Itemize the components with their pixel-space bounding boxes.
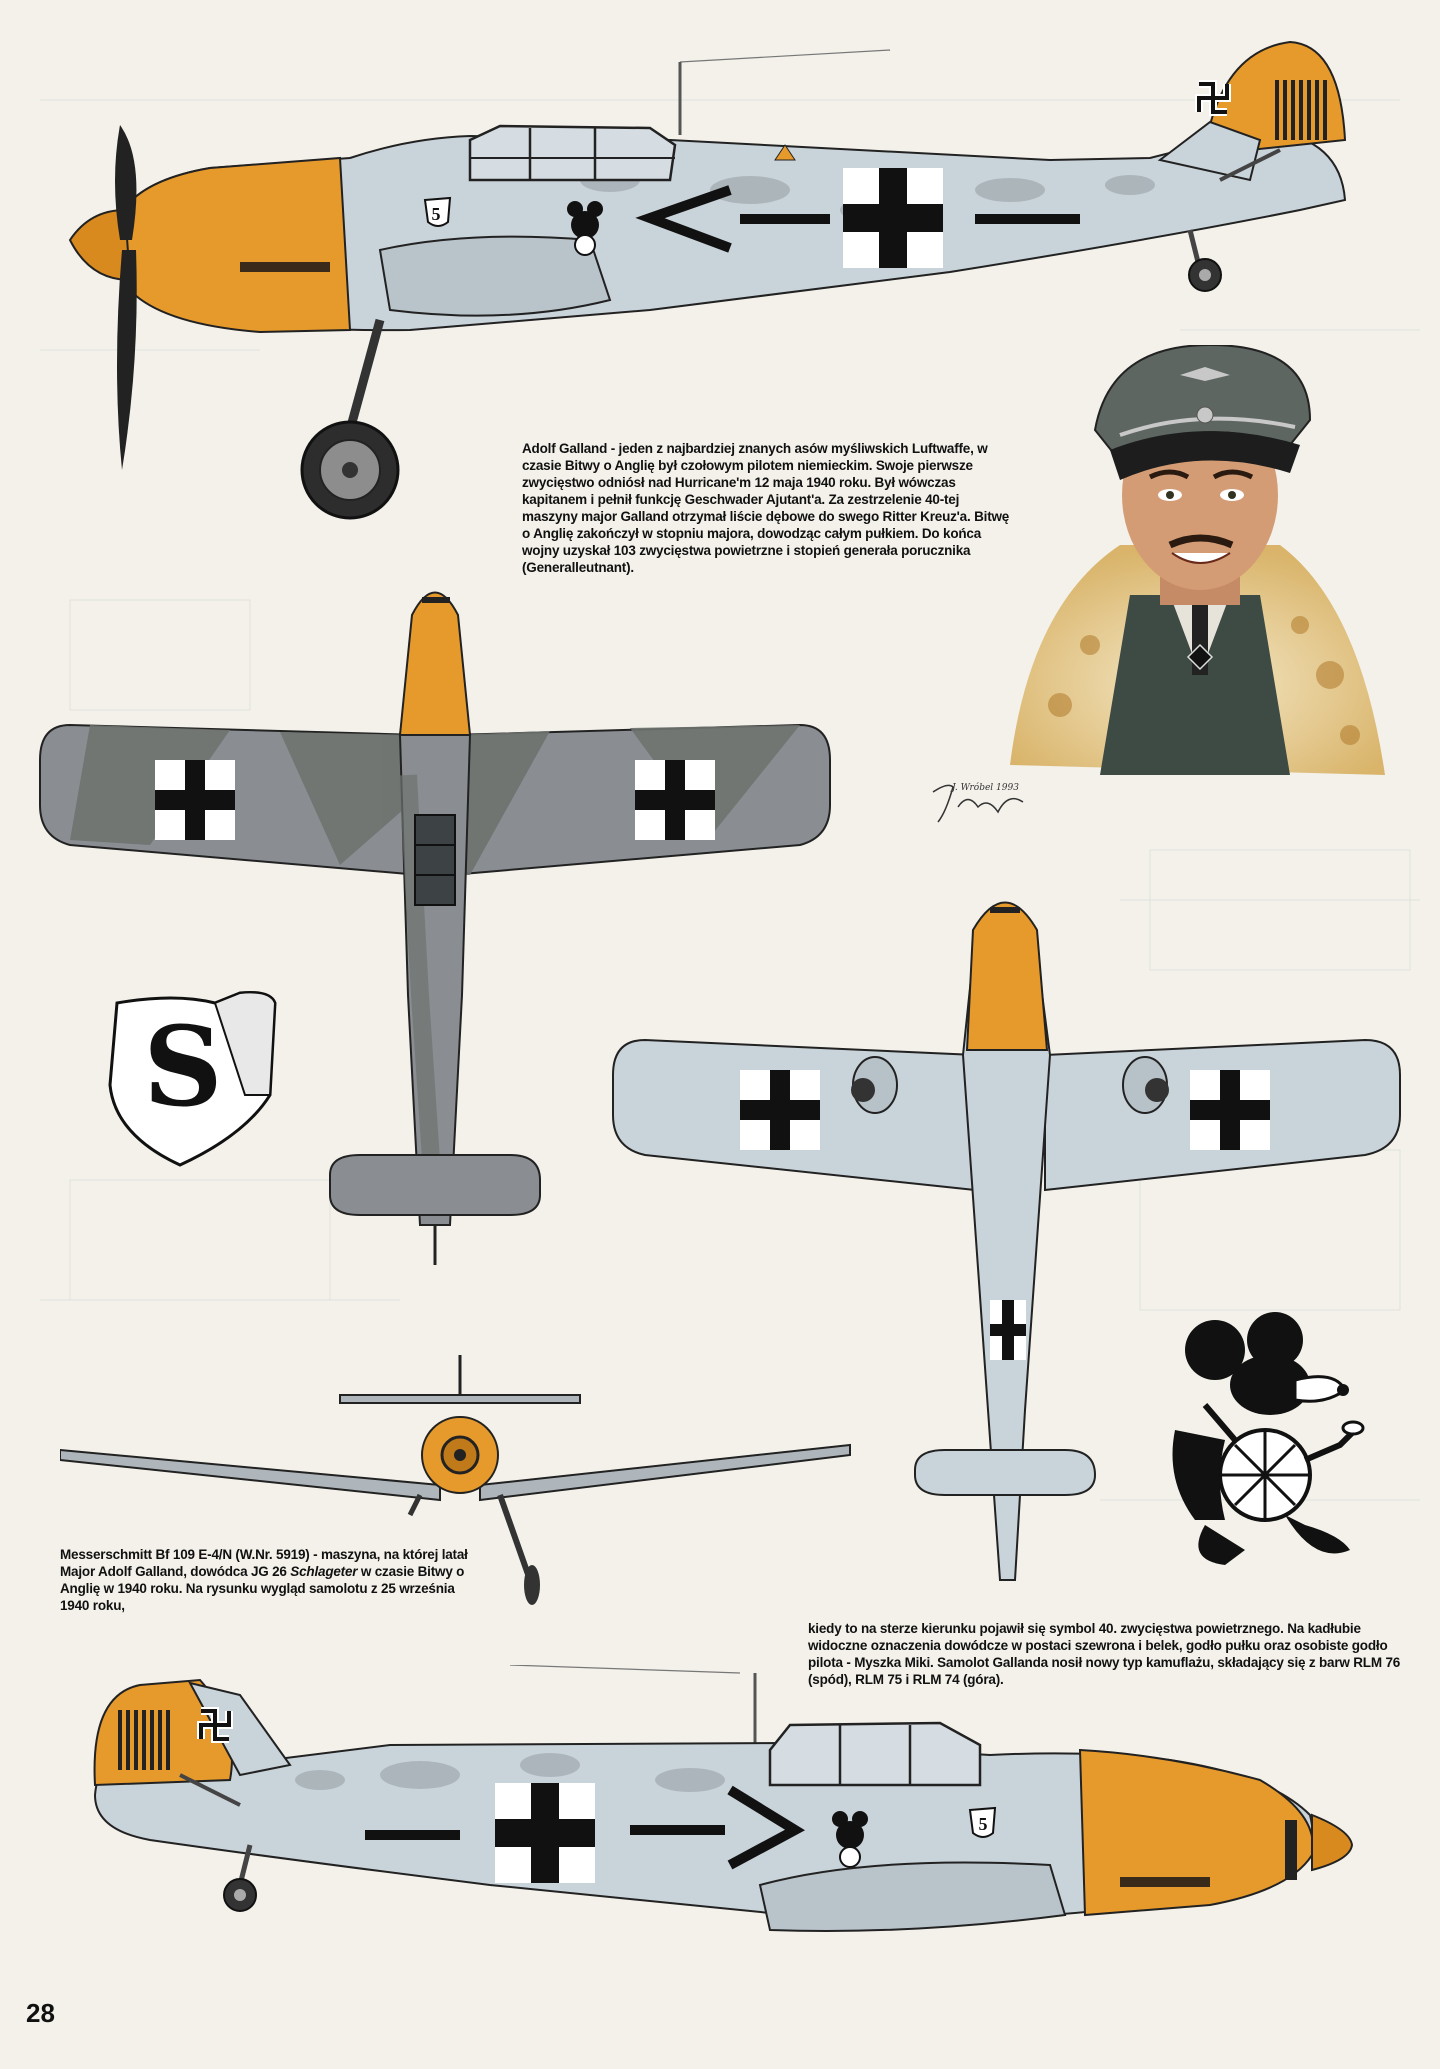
aircraft-intro-end-text: w czasie Bitwy o Anglię w 1940 roku. Na rysunku wygląd samolotu z 25 września 1940 roku, — [60, 1564, 465, 1613]
aircraft-intro-text: Messerschmitt Bf 109 E-4/N (W.Nr. 5919) - maszyna, na której latał Major Adolf Galland, dowódca JG 26 — [60, 1547, 468, 1579]
galland-bio-caption — [522, 440, 1012, 576]
artist-signature — [928, 772, 1048, 832]
aircraft-unit-name: Schlageter — [290, 1564, 358, 1579]
aircraft-description-continued — [808, 1620, 1406, 1688]
fuselage-number-top: 5 — [431, 204, 441, 224]
galland-portrait — [1000, 345, 1390, 815]
page-number: 28 — [26, 1998, 55, 2028]
jg26-letter: S — [143, 1002, 223, 1131]
aircraft-description-caption — [60, 1546, 470, 1614]
artist-signature-text: J. Wróbel 1993 — [952, 783, 1019, 793]
mickey-mouse-emblem — [1165, 1310, 1365, 1580]
fuselage-number-bottom: 5 — [978, 1814, 988, 1834]
galland-bio-text: Adolf Galland - jeden z najbardziej znanych asów myśliwskich Luftwaffe, w czasie Bitwy o Anglię był czołowym pilotem niemieckim. Swoje pierwsze zwycięstwo odniósł nad Hurricane'm 12 maja 1940 roku. Był wówczas kapitanem i pełnił funkcję Geschwader Ajutant'a. Za zestrzelenie 40-tej maszyny major Galland otrzymał liście dębowe do swego Ritter Kreuz'a. Bitwę o Anglię zakończył w stopniu majora, dowodząc całym pułkiem. Do końca wojny uzyskał 103 zwycięstwa powietrzne i stopień generała porucznika (Generalleutnant). — [522, 441, 1010, 575]
jg26-shield-emblem — [105, 985, 280, 1170]
side-profile-bottom — [90, 1665, 1390, 1995]
aircraft-continued-text: kiedy to na sterze kierunku pojawił się symbol 40. zwycięstwa powietrznego. Na kadłubie widoczne oznaczenia dowódcze w postaci szewrona i belek, godło pułku oraz osobiste godło pilota - Myszka Miki. Samolot Gallanda nosił nowy typ kamuflażu, składający się z barw RLM 76 (spód), RLM 75 i RLM 74 (góra). — [808, 1621, 1401, 1687]
